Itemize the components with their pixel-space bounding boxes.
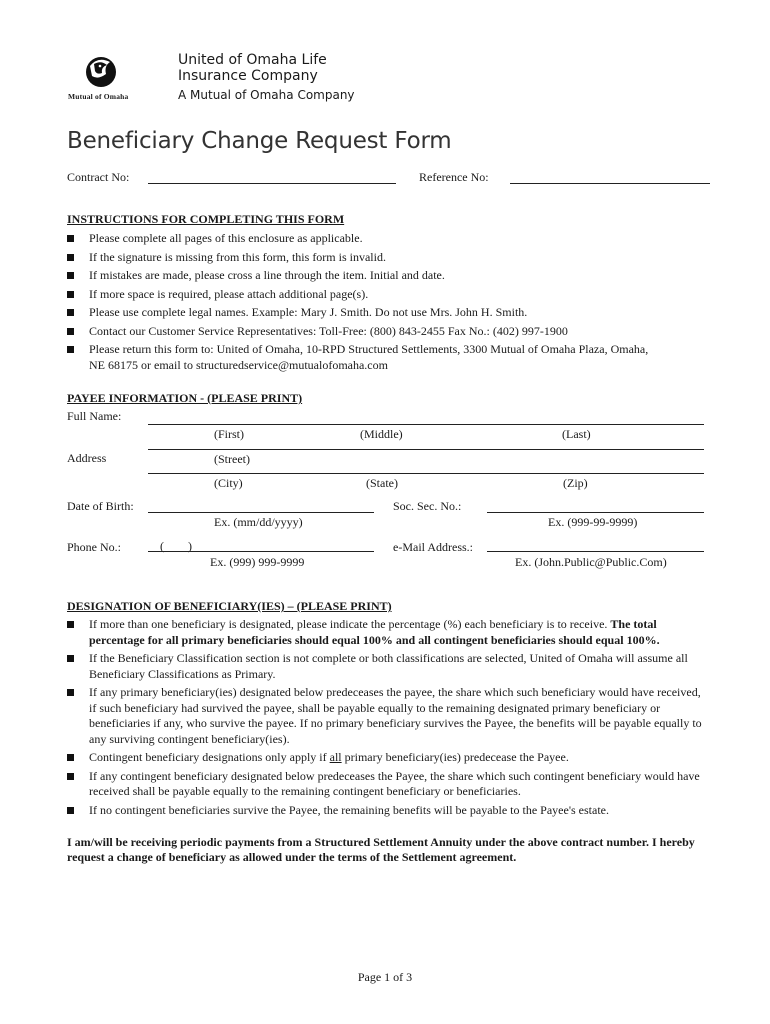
list-item: Contingent beneficiary designations only apply if all primary beneficiary(ies) predecease the Payee. [67, 750, 707, 766]
bullet-icon [67, 346, 74, 353]
email-field[interactable] [487, 551, 704, 552]
full-name-label: Full Name: [67, 409, 122, 423]
designation-heading: DESIGNATION OF BENEFICIARY(IES) – (PLEASE PRINT) [67, 599, 392, 613]
list-item: Please complete all pages of this enclosure as applicable. [67, 231, 707, 247]
phone-label: Phone No.: [67, 540, 121, 554]
company-name-line1: United of Omaha Life [178, 52, 327, 68]
list-item: Contact our Customer Service Representatives: Toll-Free: (800) 843-2455 Fax No.: (402) 997-1900 [67, 324, 707, 340]
list-item: If any primary beneficiary(ies) designated below predeceases the payee, the share which such beneficiary would have received, if such beneficiary had survived the payee, shall be payable equally to the remaining designated primary beneficiary or beneficiaries if any, who survive the payee. If no primary beneficiary survives the Payee, the benefits will be payable equally to any surviving contingent beneficiary(ies). [67, 685, 707, 747]
dob-hint: Ex. (mm/dd/yyyy) [214, 515, 303, 529]
bullet-icon [67, 309, 74, 316]
list-item: If any contingent beneficiary designated below predeceases the Payee, the share which such contingent beneficiary would have received shall be payable equally to the remaining contingent beneficiary or beneficiaries. [67, 769, 707, 800]
list-item: Please return this form to: United of Omaha, 10-RPD Structured Settlements, 3300 Mutual of Omaha Plaza, Omaha, NE 68175 or email to structuredservice@mutualofomaha.com [67, 342, 707, 373]
address-city-field[interactable] [148, 473, 704, 474]
list-item: If mistakes are made, please cross a line through the item. Initial and date. [67, 268, 707, 284]
bullet-icon [67, 689, 74, 696]
phone-area-code: ( ) [160, 539, 192, 553]
phone-hint: Ex. (999) 999-9999 [210, 555, 305, 569]
logo-wordmark: Mutual of Omaha [68, 92, 129, 101]
bullet-icon [67, 655, 74, 662]
list-item: If more space is required, please attach additional page(s). [67, 287, 707, 303]
address-label: Address [67, 451, 107, 465]
phone-field[interactable] [148, 551, 374, 552]
bullet-icon [67, 807, 74, 814]
payee-heading: PAYEE INFORMATION - (PLEASE PRINT) [67, 391, 303, 405]
bullet-icon [67, 754, 74, 761]
ssn-label: Soc. Sec. No.: [393, 499, 462, 513]
reference-number-field[interactable] [510, 183, 710, 184]
company-logo [68, 52, 138, 106]
reference-label: Reference No: [419, 170, 489, 184]
ssn-hint: Ex. (999-99-9999) [548, 515, 638, 529]
bullet-icon [67, 254, 74, 261]
company-name-line2: Insurance Company [178, 68, 318, 84]
bullet-icon [67, 773, 74, 780]
instructions-list [67, 231, 707, 373]
email-label: e-Mail Address.: [393, 540, 473, 554]
bullet-icon [67, 621, 74, 628]
instructions-heading: INSTRUCTIONS FOR COMPLETING THIS FORM [67, 212, 345, 226]
form-title: Beneficiary Change Request Form [67, 128, 452, 154]
list-item: If the Beneficiary Classification section is not complete or both classifications are selected, United of Omaha will assume all Beneficiary Classifications as Primary. [67, 651, 707, 682]
street-hint: (Street) [214, 452, 250, 466]
middle-name-hint: (Middle) [360, 427, 403, 441]
dob-label: Date of Birth: [67, 499, 134, 513]
bullet-icon [67, 328, 74, 335]
first-name-hint: (First) [214, 427, 244, 441]
list-item: If no contingent beneficiaries survive the Payee, the remaining benefits will be payable to the Payee's estate. [67, 803, 707, 819]
page-number: Page 1 of 3 [357, 970, 413, 984]
state-hint: (State) [366, 476, 398, 490]
last-name-hint: (Last) [562, 427, 591, 441]
full-name-field[interactable] [148, 424, 704, 425]
bullet-icon [67, 291, 74, 298]
dob-field[interactable] [148, 512, 374, 513]
payee-statement: I am/will be receiving periodic payments from a Structured Settlement Annuity under the above contract number. I hereby request a change of beneficiary as allowed under the terms of the Settlement agreement. [67, 835, 695, 864]
address-street-field[interactable] [148, 449, 704, 450]
contract-label: Contract No: [67, 170, 130, 184]
company-tagline: A Mutual of Omaha Company [178, 88, 355, 102]
list-item: If the signature is missing from this form, this form is invalid. [67, 250, 707, 266]
email-hint: Ex. (John.Public@Public.Com) [515, 555, 667, 569]
designation-list [67, 617, 707, 818]
contract-number-field[interactable] [148, 183, 396, 184]
zip-hint: (Zip) [563, 476, 588, 490]
bullet-icon [67, 235, 74, 242]
bullet-icon [67, 272, 74, 279]
city-hint: (City) [214, 476, 243, 490]
list-item: Please use complete legal names. Example: Mary J. Smith. Do not use Mrs. John H. Smith. [67, 305, 707, 321]
ssn-field[interactable] [487, 512, 704, 513]
list-item: If more than one beneficiary is designated, please indicate the percentage (%) each beneficiary is to receive. The total percentage for all primary beneficiaries should equal 100% and all contingent beneficiaries should equal 100%. [67, 617, 707, 648]
